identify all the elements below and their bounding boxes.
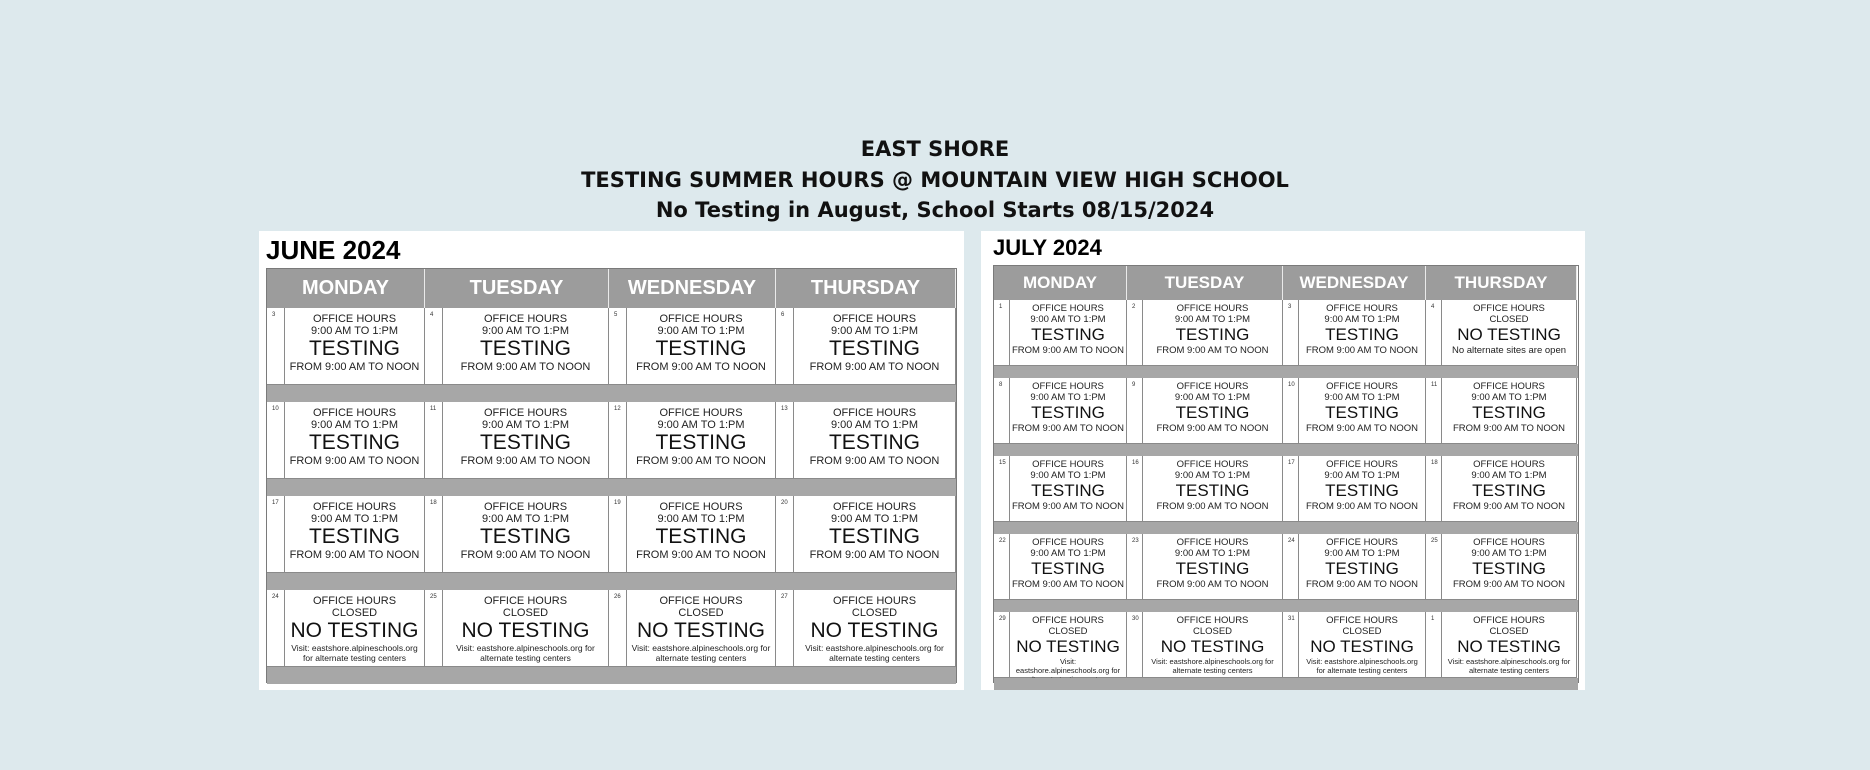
day-number: 18 xyxy=(1431,460,1438,466)
day-number: 20 xyxy=(781,500,788,506)
calendar-day-cell xyxy=(425,308,609,385)
office-hours-value: 9:00 AM TO 1:PM xyxy=(310,419,399,431)
day-content xyxy=(1442,382,1576,434)
office-hours-value: 9:00 AM TO 1:PM xyxy=(1471,547,1547,559)
testing-status: TESTING xyxy=(828,337,920,360)
day-number: 6 xyxy=(781,312,785,318)
day-header-0: MONDAY xyxy=(267,269,425,308)
calendar-day-cell xyxy=(1127,378,1283,444)
day-number-gutter xyxy=(776,308,794,384)
day-content xyxy=(1143,382,1282,434)
day-header-3: THURSDAY xyxy=(1426,266,1577,300)
day-content xyxy=(443,313,608,373)
testing-note: FROM 9:00 AM TO NOON xyxy=(1305,345,1419,356)
testing-note: Visit: eastshore.alpineschools.org for alternate testing centers xyxy=(631,643,771,663)
day-number-gutter xyxy=(425,308,443,384)
office-hours-value: 9:00 AM TO 1:PM xyxy=(481,419,570,431)
day-number: 19 xyxy=(614,500,621,506)
testing-status: TESTING xyxy=(308,337,400,360)
testing-status: TESTING xyxy=(1325,559,1399,578)
day-number-gutter xyxy=(267,402,285,478)
office-hours-value: 9:00 AM TO 1:PM xyxy=(1174,391,1251,403)
testing-note: FROM 9:00 AM TO NOON xyxy=(1305,501,1419,512)
testing-status: TESTING xyxy=(1031,481,1105,500)
office-hours-value: 9:00 AM TO 1:PM xyxy=(830,325,919,337)
office-hours-label: OFFICE HOURS xyxy=(832,595,917,607)
testing-status: NO TESTING xyxy=(1310,637,1414,656)
day-content xyxy=(1442,616,1576,675)
calendar-day-cell xyxy=(267,496,425,573)
testing-note: FROM 9:00 AM TO NOON xyxy=(1011,501,1125,512)
testing-status: NO TESTING xyxy=(1457,325,1561,344)
testing-note: FROM 9:00 AM TO NOON xyxy=(809,361,940,373)
week-separator xyxy=(267,385,956,402)
calendar-day-cell xyxy=(1127,612,1283,678)
day-number: 11 xyxy=(1431,382,1438,388)
day-content xyxy=(1442,304,1576,356)
testing-status: TESTING xyxy=(828,525,920,548)
testing-status: TESTING xyxy=(1175,481,1250,500)
day-number: 31 xyxy=(1288,616,1295,622)
office-hours-value: 9:00 AM TO 1:PM xyxy=(830,419,919,431)
testing-status: TESTING xyxy=(308,431,400,454)
day-number: 16 xyxy=(1132,460,1139,466)
testing-note: Visit: eastshore.alpineschools.org for alternate testing centers xyxy=(1151,657,1274,675)
testing-note: Visit: eastshore.alpineschools.org for alternate testing centers xyxy=(1306,657,1418,675)
testing-note: No alternate sites are open xyxy=(1451,345,1567,356)
day-number: 24 xyxy=(1288,538,1295,544)
office-hours-value: CLOSED xyxy=(502,607,549,619)
day-content xyxy=(627,313,775,373)
day-number-gutter xyxy=(267,308,285,384)
testing-note: Visit: eastshore.alpineschools.org for alternate testing centers xyxy=(456,643,595,663)
day-content xyxy=(794,501,955,561)
office-hours-label: OFFICE HOURS xyxy=(659,407,743,419)
day-number-gutter xyxy=(267,496,285,572)
testing-note: Visit: eastshore.alpineschools.org for xyxy=(1015,657,1121,675)
july-calendar xyxy=(981,231,1585,690)
day-content xyxy=(285,407,424,467)
week-separator xyxy=(994,600,1578,612)
calendar-day-cell xyxy=(609,308,776,385)
testing-note: FROM 9:00 AM TO NOON xyxy=(289,361,420,373)
calendar-day-cell xyxy=(994,612,1127,678)
testing-status: TESTING xyxy=(479,431,571,454)
calendar-day-cell xyxy=(1426,378,1577,444)
calendar-day-cell xyxy=(776,308,956,385)
day-number: 10 xyxy=(272,406,279,412)
day-number: 30 xyxy=(1132,616,1139,622)
day-content xyxy=(627,595,775,663)
day-number: 27 xyxy=(781,594,788,600)
day-content xyxy=(1143,538,1282,590)
office-hours-label: OFFICE HOURS xyxy=(1326,537,1398,548)
office-hours-label: OFFICE HOURS xyxy=(832,313,917,325)
calendar-day-cell xyxy=(1426,456,1577,522)
day-content xyxy=(443,407,608,467)
calendar-day-cell xyxy=(1283,456,1426,522)
day-content xyxy=(285,595,424,663)
calendar-day-cell xyxy=(776,402,956,479)
office-hours-value: 9:00 AM TO 1:PM xyxy=(310,513,399,525)
office-hours-label: OFFICE HOURS xyxy=(1176,459,1249,470)
office-hours-label: OFFICE HOURS xyxy=(483,313,568,325)
testing-note: FROM 9:00 AM TO NOON xyxy=(460,549,591,561)
testing-status: TESTING xyxy=(1325,481,1399,500)
office-hours-value: 9:00 AM TO 1:PM xyxy=(1471,391,1547,403)
office-hours-value: CLOSED xyxy=(1489,313,1529,325)
testing-status: TESTING xyxy=(1031,325,1105,344)
office-hours-value: CLOSED xyxy=(678,607,724,619)
day-content xyxy=(1143,304,1282,356)
day-number: 25 xyxy=(1431,538,1438,544)
office-hours-value: 9:00 AM TO 1:PM xyxy=(1324,391,1400,403)
testing-note: FROM 9:00 AM TO NOON xyxy=(1156,345,1269,356)
day-number: 17 xyxy=(1288,460,1295,466)
office-hours-value: 9:00 AM TO 1:PM xyxy=(1324,547,1400,559)
day-number: 29 xyxy=(999,616,1006,622)
office-hours-label: OFFICE HOURS xyxy=(1473,459,1545,470)
testing-note: FROM 9:00 AM TO NOON xyxy=(1305,579,1419,590)
office-hours-value: 9:00 AM TO 1:PM xyxy=(1030,313,1106,325)
week-separator xyxy=(994,678,1578,690)
office-hours-label: OFFICE HOURS xyxy=(312,313,397,325)
day-content xyxy=(1299,460,1425,512)
calendar-day-cell xyxy=(1283,534,1426,600)
day-content xyxy=(794,595,955,663)
office-hours-label: OFFICE HOURS xyxy=(1032,615,1104,626)
testing-note: FROM 9:00 AM TO NOON xyxy=(1156,423,1269,434)
testing-status: TESTING xyxy=(1472,559,1546,578)
calendar-day-cell xyxy=(425,590,609,667)
office-hours-value: 9:00 AM TO 1:PM xyxy=(1324,469,1400,481)
calendar-day-cell xyxy=(1127,456,1283,522)
calendar-day-cell xyxy=(267,590,425,667)
day-number: 3 xyxy=(272,312,276,318)
office-hours-label: OFFICE HOURS xyxy=(1326,459,1398,470)
header-line-note: No Testing in August, School Starts 08/15/2024 xyxy=(655,198,1215,222)
day-header-1: TUESDAY xyxy=(425,269,609,308)
testing-status: TESTING xyxy=(308,525,400,548)
calendar-day-cell xyxy=(994,378,1127,444)
calendar-day-cell xyxy=(267,308,425,385)
testing-status: TESTING xyxy=(1325,325,1399,344)
testing-status: TESTING xyxy=(1325,403,1399,422)
calendar-day-cell xyxy=(776,496,956,573)
testing-status: TESTING xyxy=(1175,559,1250,578)
office-hours-label: OFFICE HOURS xyxy=(1473,303,1545,314)
testing-note: FROM 9:00 AM TO NOON xyxy=(1452,501,1566,512)
day-number: 3 xyxy=(1288,304,1292,310)
testing-status: TESTING xyxy=(655,525,747,548)
office-hours-value: 9:00 AM TO 1:PM xyxy=(1030,469,1106,481)
testing-status: TESTING xyxy=(1031,403,1105,422)
testing-note: FROM 9:00 AM TO NOON xyxy=(289,549,420,561)
office-hours-label: OFFICE HOURS xyxy=(659,313,743,325)
office-hours-value: 9:00 AM TO 1:PM xyxy=(481,513,570,525)
office-hours-label: OFFICE HOURS xyxy=(1032,537,1104,548)
testing-status: TESTING xyxy=(1031,559,1105,578)
testing-status: TESTING xyxy=(1175,325,1250,344)
office-hours-value: 9:00 AM TO 1:PM xyxy=(1174,313,1251,325)
day-number: 25 xyxy=(430,594,437,600)
june-calendar-grid xyxy=(266,268,957,683)
testing-status: TESTING xyxy=(1472,403,1546,422)
calendar-day-cell xyxy=(1426,534,1577,600)
day-header-1: TUESDAY xyxy=(1127,266,1283,300)
office-hours-value: 9:00 AM TO 1:PM xyxy=(830,513,919,525)
office-hours-value: CLOSED xyxy=(331,607,378,619)
testing-note: FROM 9:00 AM TO NOON xyxy=(460,455,591,467)
day-number-gutter xyxy=(609,402,627,478)
page-header xyxy=(0,134,1870,226)
day-content xyxy=(1299,304,1425,356)
day-content xyxy=(1010,616,1126,684)
office-hours-value: 9:00 AM TO 1:PM xyxy=(1174,469,1251,481)
testing-note: FROM 9:00 AM TO NOON xyxy=(636,549,766,561)
day-number-gutter xyxy=(609,590,627,666)
testing-note: FROM 9:00 AM TO NOON xyxy=(1156,501,1269,512)
header-line-school-area: EAST SHORE xyxy=(860,137,1010,161)
calendar-day-cell xyxy=(994,300,1127,366)
day-number: 8 xyxy=(999,382,1003,388)
day-content xyxy=(1010,382,1126,434)
day-content xyxy=(1010,538,1126,590)
week-separator xyxy=(267,479,956,496)
office-hours-label: OFFICE HOURS xyxy=(1176,615,1249,626)
testing-status: NO TESTING xyxy=(1457,637,1561,656)
day-number-gutter xyxy=(425,402,443,478)
office-hours-value: 9:00 AM TO 1:PM xyxy=(657,419,745,431)
calendar-day-cell xyxy=(609,590,776,667)
testing-note: FROM 9:00 AM TO NOON xyxy=(809,549,940,561)
day-content xyxy=(1299,538,1425,590)
testing-status: TESTING xyxy=(1175,403,1250,422)
calendar-day-cell xyxy=(425,402,609,479)
testing-note: FROM 9:00 AM TO NOON xyxy=(1156,579,1269,590)
testing-status: TESTING xyxy=(1472,481,1546,500)
office-hours-label: OFFICE HOURS xyxy=(312,407,397,419)
day-number-gutter xyxy=(776,590,794,666)
office-hours-value: 9:00 AM TO 1:PM xyxy=(1174,547,1251,559)
day-number: 4 xyxy=(1431,304,1435,310)
office-hours-value: 9:00 AM TO 1:PM xyxy=(657,325,745,337)
day-content xyxy=(1299,382,1425,434)
calendar-day-cell xyxy=(1283,378,1426,444)
testing-note: FROM 9:00 AM TO NOON xyxy=(636,455,766,467)
testing-status: NO TESTING xyxy=(290,619,419,642)
office-hours-value: 9:00 AM TO 1:PM xyxy=(1030,391,1106,403)
office-hours-label: OFFICE HOURS xyxy=(832,407,917,419)
week-separator xyxy=(267,667,956,684)
week-separator xyxy=(994,366,1578,378)
testing-note: FROM 9:00 AM TO NOON xyxy=(809,455,940,467)
office-hours-label: OFFICE HOURS xyxy=(1176,381,1249,392)
calendar-day-cell xyxy=(994,534,1127,600)
calendar-day-cell xyxy=(1127,534,1283,600)
office-hours-value: CLOSED xyxy=(1192,625,1233,637)
day-number-gutter xyxy=(609,496,627,572)
office-hours-label: OFFICE HOURS xyxy=(1473,537,1545,548)
testing-note: Visit: eastshore.alpineschools.org for alternate testing centers xyxy=(291,643,418,663)
office-hours-value: 9:00 AM TO 1:PM xyxy=(1324,313,1400,325)
july-calendar-title: JULY 2024 xyxy=(993,235,1102,260)
calendar-day-cell xyxy=(1283,612,1426,678)
day-number: 12 xyxy=(614,406,621,412)
testing-status: NO TESTING xyxy=(1160,637,1265,656)
office-hours-label: OFFICE HOURS xyxy=(1326,381,1398,392)
office-hours-value: 9:00 AM TO 1:PM xyxy=(310,325,399,337)
office-hours-value: 9:00 AM TO 1:PM xyxy=(1030,547,1106,559)
day-content xyxy=(1143,460,1282,512)
calendar-day-cell xyxy=(1426,300,1577,366)
day-content xyxy=(627,501,775,561)
june-calendar xyxy=(259,231,964,690)
day-number: 24 xyxy=(272,594,279,600)
day-number: 1 xyxy=(1431,616,1435,622)
testing-note: FROM 9:00 AM TO NOON xyxy=(1011,579,1125,590)
office-hours-value: 9:00 AM TO 1:PM xyxy=(1471,469,1547,481)
office-hours-label: OFFICE HOURS xyxy=(832,501,917,513)
testing-status: TESTING xyxy=(655,337,747,360)
testing-status: TESTING xyxy=(479,337,571,360)
testing-status: TESTING xyxy=(655,431,747,454)
day-number: 23 xyxy=(1132,538,1139,544)
office-hours-value: CLOSED xyxy=(1342,625,1382,637)
day-content xyxy=(794,407,955,467)
day-content xyxy=(1442,538,1576,590)
day-number: 17 xyxy=(272,500,279,506)
day-number-gutter xyxy=(776,496,794,572)
header-line-title: TESTING SUMMER HOURS @ MOUNTAIN VIEW HIGH SCHOOL xyxy=(581,167,1289,192)
day-content xyxy=(285,501,424,561)
office-hours-label: OFFICE HOURS xyxy=(659,595,743,607)
testing-note: FROM 9:00 AM TO NOON xyxy=(289,455,420,467)
office-hours-label: OFFICE HOURS xyxy=(1032,459,1104,470)
office-hours-label: OFFICE HOURS xyxy=(312,595,397,607)
day-number: 22 xyxy=(999,538,1006,544)
office-hours-label: OFFICE HOURS xyxy=(483,407,568,419)
office-hours-label: OFFICE HOURS xyxy=(1326,615,1398,626)
day-content xyxy=(1010,460,1126,512)
office-hours-label: OFFICE HOURS xyxy=(1176,303,1249,314)
testing-note: FROM 9:00 AM TO NOON xyxy=(460,361,591,373)
day-content xyxy=(443,501,608,561)
testing-note: FROM 9:00 AM TO NOON xyxy=(1305,423,1419,434)
week-separator xyxy=(994,522,1578,534)
testing-status: NO TESTING xyxy=(810,619,939,642)
calendar-day-cell xyxy=(1283,300,1426,366)
day-number-gutter xyxy=(776,402,794,478)
office-hours-label: OFFICE HOURS xyxy=(1032,381,1104,392)
office-hours-label: OFFICE HOURS xyxy=(1176,537,1249,548)
office-hours-value: 9:00 AM TO 1:PM xyxy=(657,513,745,525)
day-number-gutter xyxy=(425,496,443,572)
day-number: 15 xyxy=(999,460,1006,466)
day-content xyxy=(443,595,608,663)
day-content xyxy=(1442,460,1576,512)
day-header-2: WEDNESDAY xyxy=(1283,266,1426,300)
office-hours-value: CLOSED xyxy=(1489,625,1529,637)
day-header-2: WEDNESDAY xyxy=(609,269,776,308)
office-hours-value: CLOSED xyxy=(851,607,898,619)
week-separator xyxy=(994,444,1578,456)
testing-status: NO TESTING xyxy=(1016,637,1120,656)
day-header-3: THURSDAY xyxy=(776,269,956,308)
office-hours-label: OFFICE HOURS xyxy=(483,501,568,513)
day-content xyxy=(1299,616,1425,675)
calendar-day-cell xyxy=(776,590,956,667)
office-hours-label: OFFICE HOURS xyxy=(312,501,397,513)
day-number: 4 xyxy=(430,312,434,318)
office-hours-label: OFFICE HOURS xyxy=(1032,303,1104,314)
office-hours-value: 9:00 AM TO 1:PM xyxy=(481,325,570,337)
testing-note: FROM 9:00 AM TO NOON xyxy=(1452,423,1566,434)
calendar-day-cell xyxy=(994,456,1127,522)
day-number: 1 xyxy=(999,304,1003,310)
testing-status: TESTING xyxy=(479,525,571,548)
day-number: 9 xyxy=(1132,382,1136,388)
day-content xyxy=(1010,304,1126,356)
day-number-gutter xyxy=(267,590,285,666)
testing-status: NO TESTING xyxy=(461,619,590,642)
testing-note: Visit: eastshore.alpineschools.org for alternate testing centers xyxy=(805,643,944,663)
office-hours-label: OFFICE HOURS xyxy=(1473,381,1545,392)
testing-note: FROM 9:00 AM TO NOON xyxy=(1452,579,1566,590)
day-number: 5 xyxy=(614,312,618,318)
day-content xyxy=(1143,616,1282,675)
day-number: 11 xyxy=(430,406,437,412)
office-hours-label: OFFICE HOURS xyxy=(1326,303,1398,314)
calendar-day-cell xyxy=(609,402,776,479)
july-calendar-grid xyxy=(993,265,1579,683)
testing-status: NO TESTING xyxy=(637,619,765,642)
day-content xyxy=(285,313,424,373)
testing-note: Visit: eastshore.alpineschools.org for alternate testing centers xyxy=(1447,657,1571,675)
office-hours-value: CLOSED xyxy=(1048,625,1088,637)
day-content xyxy=(627,407,775,467)
testing-status: TESTING xyxy=(828,431,920,454)
day-number: 2 xyxy=(1132,304,1136,310)
calendar-day-cell xyxy=(267,402,425,479)
day-number: 18 xyxy=(430,500,437,506)
calendar-day-cell xyxy=(609,496,776,573)
testing-note: FROM 9:00 AM TO NOON xyxy=(1011,345,1125,356)
testing-note: FROM 9:00 AM TO NOON xyxy=(1011,423,1125,434)
day-content xyxy=(794,313,955,373)
week-separator xyxy=(267,573,956,590)
calendar-day-cell xyxy=(1127,300,1283,366)
day-number: 10 xyxy=(1288,382,1295,388)
day-number-gutter xyxy=(609,308,627,384)
june-calendar-title: JUNE 2024 xyxy=(266,235,401,265)
day-number: 26 xyxy=(614,594,621,600)
office-hours-label: OFFICE HOURS xyxy=(659,501,743,513)
testing-note: FROM 9:00 AM TO NOON xyxy=(636,361,766,373)
calendar-day-cell xyxy=(425,496,609,573)
office-hours-label: OFFICE HOURS xyxy=(1473,615,1545,626)
day-header-0: MONDAY xyxy=(994,266,1127,300)
office-hours-label: OFFICE HOURS xyxy=(483,595,568,607)
day-number: 13 xyxy=(781,406,788,412)
day-number-gutter xyxy=(425,590,443,666)
calendar-day-cell xyxy=(1426,612,1577,678)
